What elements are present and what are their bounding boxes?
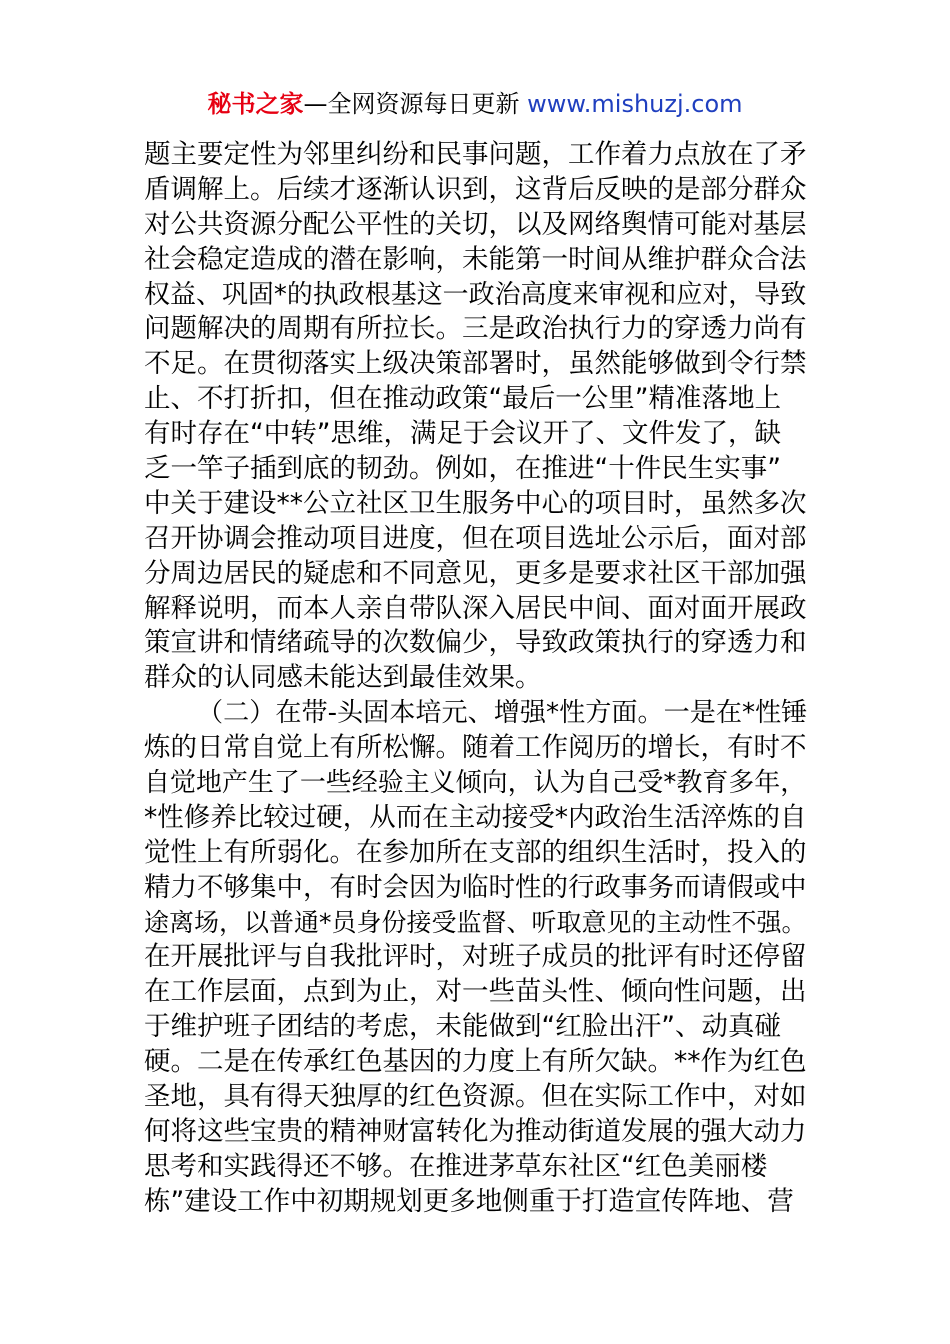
document-body bbox=[144, 138, 810, 1220]
text-line: 问题解决的周期有所拉长。三是政治执行力的穿透力尚有 bbox=[144, 313, 807, 345]
text-line: 硬。二是在传承红色基因的力度上有所欠缺。**作为红色 bbox=[144, 1046, 807, 1078]
text-line: 策宣讲和情绪疏导的次数偏少，导致政策执行的穿透力和 bbox=[144, 627, 807, 659]
site-url-link[interactable]: www.mishuzj.com bbox=[527, 90, 743, 118]
section-heading-line: （二）在带-头固本培元、增强*性方面。一是在*性锤 bbox=[197, 698, 808, 729]
site-header bbox=[0, 88, 950, 120]
text-line: 乏一竿子插到底的韧劲。例如，在推进“十件民生实事” bbox=[144, 453, 781, 485]
text-line: 在开展批评与自我批评时，对班子成员的批评有时还停留 bbox=[144, 941, 807, 973]
text-line: 精力不够集中，有时会因为临时性的行政事务而请假或中 bbox=[144, 871, 807, 903]
text-line: 题主要定性为邻里纠纷和民事问题，工作着力点放在了矛 bbox=[144, 139, 807, 170]
text-line: 于维护班子团结的考虑，未能做到“红脸出汗”、动真碰 bbox=[144, 1011, 781, 1043]
text-line: 中关于建设**公立社区卫生服务中心的项目时，虽然多次 bbox=[144, 487, 807, 519]
text-line: 不足。在贯彻落实上级决策部署时，虽然能够做到令行禁 bbox=[144, 348, 807, 380]
text-line: 解释说明，而本人亲自带队深入居民中间、面对面开展政 bbox=[144, 592, 807, 624]
text-line: 炼的日常自觉上有所松懈。随着工作阅历的增长，有时不 bbox=[144, 732, 807, 764]
text-line: 有时存在“中转”思维，满足于会议开了、文件发了，缺 bbox=[144, 418, 781, 450]
header-tagline: —全网资源每日更新 bbox=[303, 90, 520, 118]
text-line: 在工作层面，点到为止，对一些苗头性、倾向性问题，出 bbox=[144, 976, 807, 1008]
text-line: 途离场，以普通*员身份接受监督、听取意见的主动性不强。 bbox=[144, 907, 807, 937]
text-line: 权益、巩固*的执政根基这一政治高度来审视和应对，导致 bbox=[144, 279, 807, 310]
text-line: 觉性上有所弱化。在参加所在支部的组织生活时，投入的 bbox=[144, 836, 807, 868]
text-line: 栋”建设工作中初期规划更多地侧重于打造宣传阵地、营 bbox=[144, 1185, 794, 1217]
text-line: *性修养比较过硬，从而在主动接受*内政治生活淬炼的自 bbox=[144, 801, 807, 833]
brand-name: 秘书之家 bbox=[207, 90, 304, 118]
text-line: 自觉地产生了一些经验主义倾向，认为自己受*教育多年， bbox=[144, 768, 807, 799]
text-line: 分周边居民的疑虑和不同意见，更多是要求社区干部加强 bbox=[144, 557, 807, 589]
text-line: 止、不打折扣，但在推动政策“最后一公里”精准落地上 bbox=[144, 383, 781, 415]
text-line: 何将这些宝贵的精神财富转化为推动街道发展的强大动力 bbox=[144, 1115, 807, 1147]
text-line: 盾调解上。后续才逐渐认识到，这背后反映的是部分群众 bbox=[144, 173, 807, 205]
text-line: 社会稳定造成的潜在影响，未能第一时间从维护群众合法 bbox=[144, 243, 807, 275]
text-line: 思考和实践得还不够。在推进茅草东社区“红色美丽楼 bbox=[144, 1150, 768, 1182]
text-line: 群众的认同感未能达到最佳效果。 bbox=[144, 662, 542, 694]
text-line: 对公共资源分配公平性的关切，以及网络舆情可能对基层 bbox=[144, 208, 807, 240]
text-line: 召开协调会推动项目进度，但在项目选址公示后，面对部 bbox=[144, 522, 807, 554]
text-line: 圣地，具有得天独厚的红色资源。但在实际工作中，对如 bbox=[144, 1081, 807, 1113]
